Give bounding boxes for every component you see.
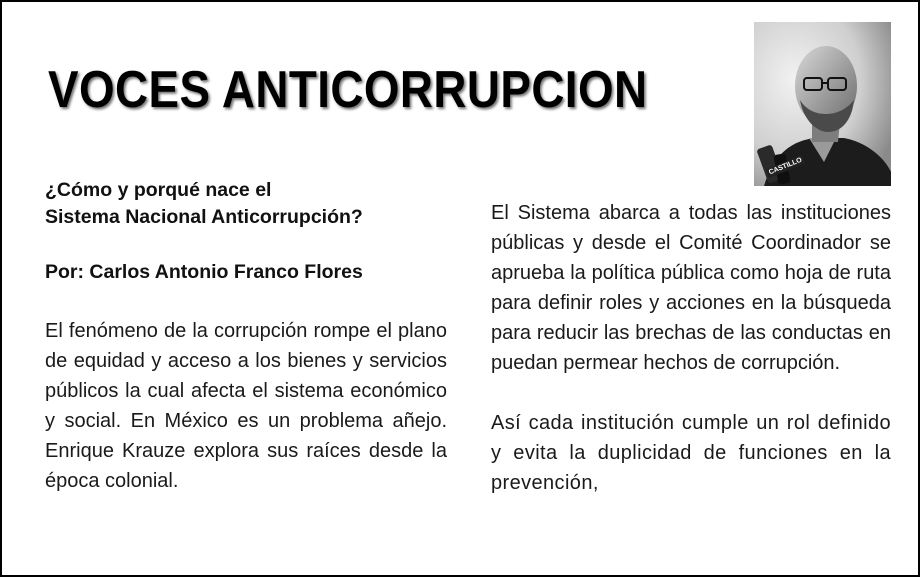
paragraph-3: Así cada institución cumple un rol definido y evita la duplicidad de funciones en la prevención, xyxy=(491,412,891,494)
left-column xyxy=(45,177,447,496)
paragraph-1: El fenómeno de la corrupción rompe el plano de equidad y acceso a los bienes y servicios públicos la cual afecta el sistema económico y social. En México es un problema añejo. Enrique Krauze explora sus raíces desde la época colonial. xyxy=(45,320,447,492)
author-photo xyxy=(754,22,891,186)
photo-badge: CASTILLO xyxy=(766,155,806,178)
subtitle-line-2: Sistema Nacional Anticorrupción? xyxy=(45,206,363,228)
right-column xyxy=(491,198,891,498)
article-subtitle xyxy=(45,177,447,231)
headline-title: VOCES ANTICORRUPCION xyxy=(48,61,648,119)
paragraph-2: El Sistema abarca a todas las instituciones públicas y desde el Comité Coordinador se aprueba la política pública como hoja de ruta para definir roles y acciones en la búsqueda para reducir las brechas de las conductas en puedan permear hechos de corrupción. xyxy=(491,202,891,374)
author-byline: Por: Carlos Antonio Franco Flores xyxy=(45,261,363,283)
subtitle-line-1: ¿Cómo y porqué nace el xyxy=(45,179,272,201)
